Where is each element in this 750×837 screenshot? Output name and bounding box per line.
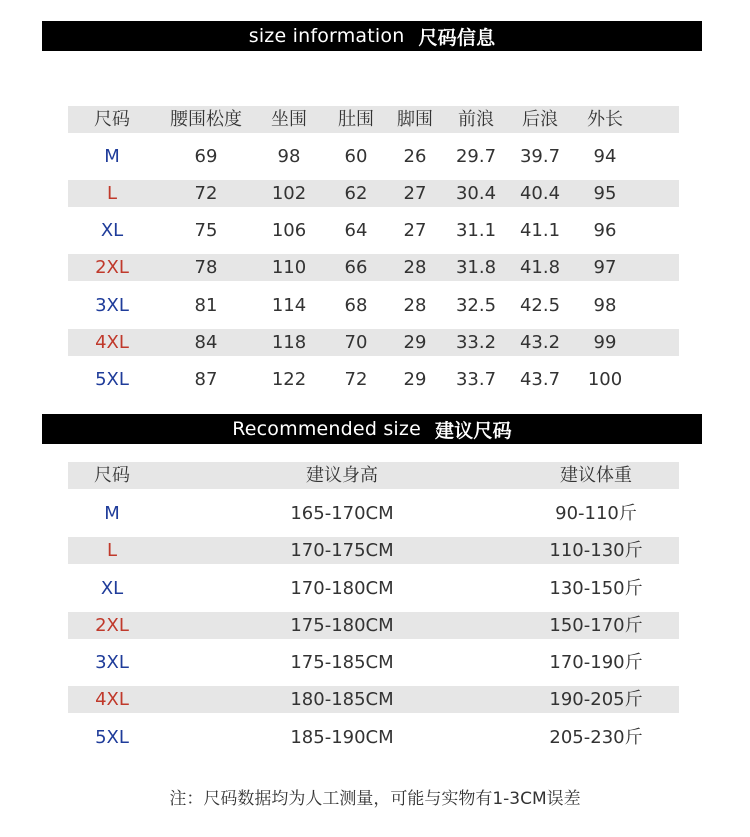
table-cell: 175-185CM [290, 652, 394, 673]
table-cell: 180-185CM [290, 689, 394, 710]
table-cell: 42.5 [519, 295, 561, 316]
measurement-note: 注：尺码数据均为人工测量，可能与实物有1-3CM误差 [169, 789, 581, 809]
size-information-title-en: size information [248, 25, 405, 47]
table-cell: 78 [194, 257, 218, 278]
table-row [68, 180, 679, 207]
size-label: L [106, 183, 118, 204]
table-row [68, 649, 679, 676]
table-cell: 95 [593, 183, 617, 204]
table-cell: 31.1 [455, 220, 497, 241]
table-header-row [68, 462, 679, 489]
table-cell: 98 [277, 146, 301, 167]
table-row [68, 575, 679, 602]
table-cell: 150-170斤 [549, 615, 643, 636]
table-cell: 32.5 [455, 295, 497, 316]
table-cell: 70 [344, 332, 368, 353]
table-cell: 30.4 [455, 183, 497, 204]
table-cell: 175-180CM [290, 615, 394, 636]
table-cell: 81 [194, 295, 218, 316]
column-header: 建议体重 [560, 465, 632, 486]
table-cell: 27 [403, 220, 427, 241]
table-cell: 28 [403, 257, 427, 278]
table-cell: 165-170CM [290, 503, 394, 524]
table-cell: 96 [593, 220, 617, 241]
table-cell: 43.2 [519, 332, 561, 353]
table-cell: 41.1 [519, 220, 561, 241]
table-cell: 62 [344, 183, 368, 204]
size-information-bar [42, 21, 702, 51]
table-cell: 33.7 [455, 369, 497, 390]
size-label: 3XL [95, 652, 129, 673]
table-cell: 114 [271, 295, 307, 316]
table-row [68, 612, 679, 639]
table-cell: 122 [271, 369, 307, 390]
size-label: 3XL [95, 295, 129, 316]
table-cell: 99 [593, 332, 617, 353]
table-cell: 66 [344, 257, 368, 278]
table-cell: 87 [194, 369, 218, 390]
table-cell: 90-110斤 [555, 503, 637, 524]
recommended-size-bar [42, 414, 702, 444]
column-header: 腰围松度 [170, 109, 242, 130]
column-header: 后浪 [522, 109, 558, 130]
table-row [68, 500, 679, 527]
table-cell: 110-130斤 [549, 540, 643, 561]
size-label: L [106, 540, 118, 561]
size-label: 4XL [95, 332, 129, 353]
size-label: M [104, 503, 120, 524]
table-cell: 84 [194, 332, 218, 353]
table-cell: 29 [403, 369, 427, 390]
table-row [68, 217, 679, 244]
table-cell: 29.7 [455, 146, 497, 167]
table-row [68, 366, 679, 393]
table-cell: 29 [403, 332, 427, 353]
table-cell: 185-190CM [290, 727, 394, 748]
table-cell: 31.8 [455, 257, 497, 278]
size-information-title-zh: 尺码信息 [418, 26, 496, 49]
table-cell: 33.2 [455, 332, 497, 353]
table-cell: 68 [344, 295, 368, 316]
table-row [68, 292, 679, 319]
column-header: 尺码 [94, 109, 130, 130]
table-row [68, 329, 679, 356]
table-cell: 72 [344, 369, 368, 390]
size-label: 2XL [95, 257, 129, 278]
table-cell: 98 [593, 295, 617, 316]
table-cell: 39.7 [519, 146, 561, 167]
table-cell: 190-205斤 [549, 689, 643, 710]
table-cell: 170-190斤 [549, 652, 643, 673]
table-cell: 43.7 [519, 369, 561, 390]
table-cell: 75 [194, 220, 218, 241]
column-header: 外长 [587, 109, 623, 130]
size-label: XL [100, 578, 124, 599]
table-cell: 72 [194, 183, 218, 204]
table-row [68, 254, 679, 281]
size-label: 2XL [95, 615, 129, 636]
table-cell: 205-230斤 [549, 727, 643, 748]
table-cell: 64 [344, 220, 368, 241]
table-row [68, 537, 679, 564]
table-cell: 170-175CM [290, 540, 394, 561]
table-cell: 40.4 [519, 183, 561, 204]
table-cell: 28 [403, 295, 427, 316]
size-label: 5XL [95, 369, 129, 390]
table-cell: 69 [194, 146, 218, 167]
table-cell: 41.8 [519, 257, 561, 278]
table-cell: 102 [271, 183, 307, 204]
table-row [68, 724, 679, 751]
table-row [68, 143, 679, 170]
table-cell: 60 [344, 146, 368, 167]
recommended-size-title-zh: 建议尺码 [434, 419, 512, 442]
column-header: 前浪 [458, 109, 494, 130]
table-cell: 94 [593, 146, 617, 167]
table-cell: 26 [403, 146, 427, 167]
table-cell: 97 [593, 257, 617, 278]
size-label: M [104, 146, 120, 167]
table-cell: 106 [271, 220, 307, 241]
column-header: 肚围 [338, 109, 374, 130]
table-cell: 110 [271, 257, 307, 278]
table-cell: 27 [403, 183, 427, 204]
recommended-size-title-en: Recommended size [232, 418, 421, 440]
table-header-row [68, 106, 679, 133]
size-label: XL [100, 220, 124, 241]
size-label: 4XL [95, 689, 129, 710]
table-row [68, 686, 679, 713]
column-header: 坐围 [271, 109, 307, 130]
column-header: 脚围 [397, 109, 433, 130]
column-header: 建议身高 [306, 465, 378, 486]
table-cell: 170-180CM [290, 578, 394, 599]
column-header: 尺码 [94, 465, 130, 486]
table-cell: 130-150斤 [549, 578, 643, 599]
table-cell: 118 [271, 332, 307, 353]
size-label: 5XL [95, 727, 129, 748]
table-cell: 100 [587, 369, 623, 390]
